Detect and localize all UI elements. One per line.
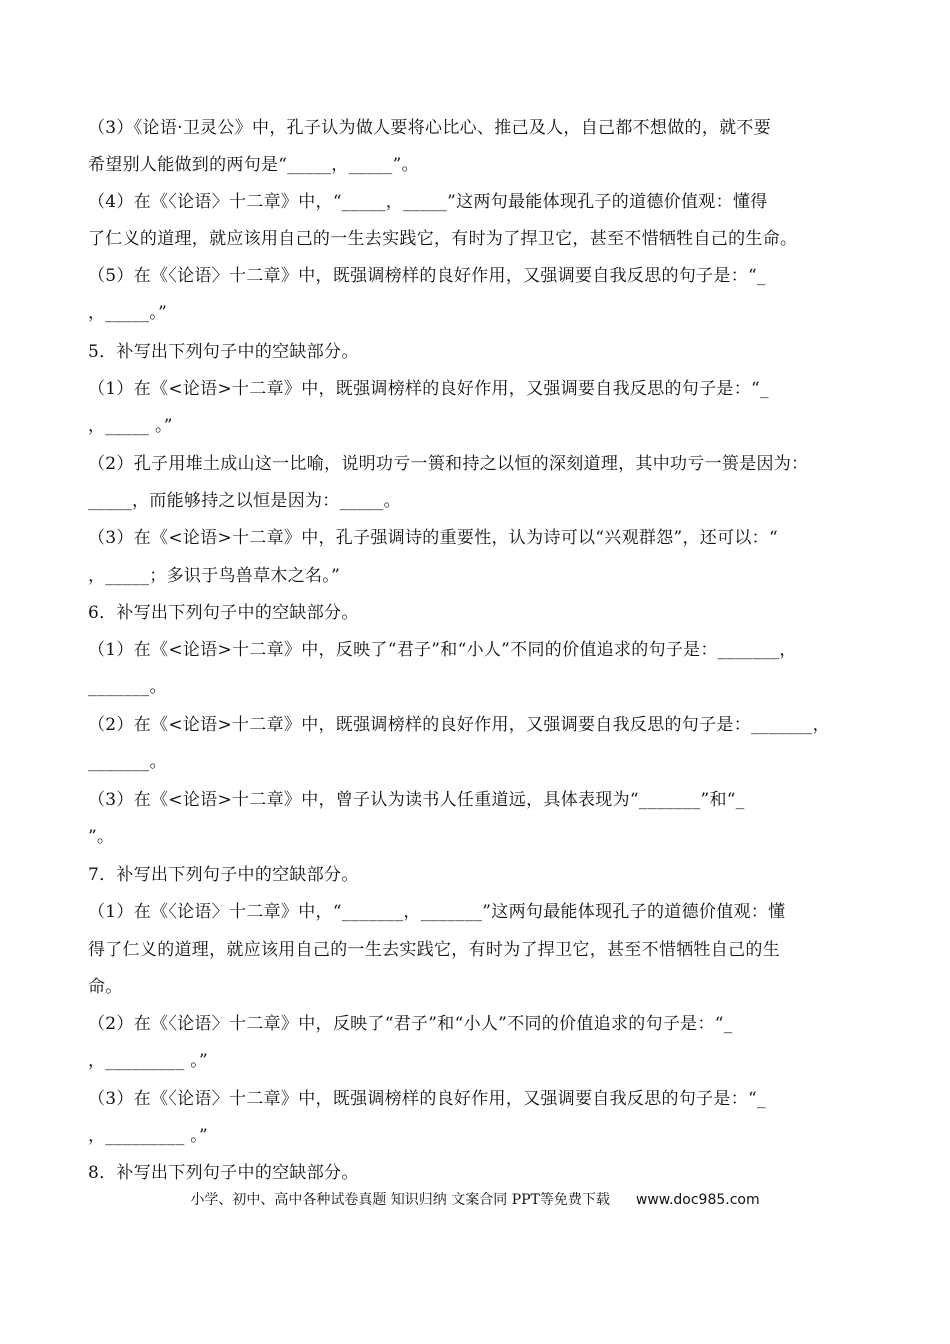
question-heading: 7．补写出下列句子中的空缺部分。 — [88, 865, 359, 885]
question-heading: 6．补写出下列句子中的空缺部分。 — [88, 603, 359, 623]
text-line: （1）在《〈论语〉十二章》中，“_______，_______”这两句最能体现孔子的道德价值观：懂 — [88, 902, 786, 922]
text-line: 得了仁义的道理，就应该用自己的一生去实践它，有时为了捍卫它，甚至不惜牺牲自己的生 — [88, 940, 780, 960]
text-line: 命。 — [88, 977, 123, 997]
text-line: ”。 — [88, 827, 115, 847]
text-line: 希望别人能做到的两句是“_____，_____”。 — [88, 155, 419, 175]
text-line: （2）在《<论语>十二章》中，既强调榜样的良好作用，又强调要自我反思的句子是：_______， — [88, 715, 830, 735]
text-line: 了仁义的道理，就应该用自己的一生去实践它，有时为了捍卫它，甚至不惜牺牲自己的生命。 — [88, 229, 798, 249]
text-line: （5）在《〈论语〉十二章》中，既强调榜样的良好作用，又强调要自我反思的句子是：“_ — [88, 266, 766, 286]
footer-text: 小学、初中、高中各种试卷真题 知识归纳 文案合同 PPT等免费下载 — [190, 1192, 610, 1208]
text-line: （1）在《<论语>十二章》中，反映了“君子”和“小人”不同的价值追求的句子是：_______， — [88, 640, 797, 660]
text-line: _____，而能够持之以恒是因为：_____。 — [88, 491, 401, 511]
text-line: （2）在《〈论语〉十二章》中，反映了“君子”和“小人”不同的价值追求的句子是：“_ — [88, 1014, 733, 1034]
text-line: ，_________ 。” — [88, 1126, 208, 1146]
text-line: （4）在《〈论语〉十二章》中，“_____，_____”这两句最能体现孔子的道德价值观：懂得 — [88, 192, 768, 212]
text-line: ，_____；多识于鸟兽草木之名。” — [88, 566, 341, 586]
text-line: ，_____。” — [88, 303, 168, 323]
text-line: （2）孔子用堆土成山这一比喻，说明功亏一篑和持之以恒的深刻道理，其中功亏一篑是因为： — [88, 454, 809, 474]
question-heading: 5．补写出下列句子中的空缺部分。 — [88, 342, 359, 362]
question-heading: 8．补写出下列句子中的空缺部分。 — [88, 1163, 359, 1183]
footer-link[interactable]: www.doc985.com — [635, 1192, 760, 1208]
text-line: ，_________ 。” — [88, 1051, 208, 1071]
text-line: ，_____ 。” — [88, 416, 173, 436]
text-line: _______。 — [88, 752, 167, 772]
text-line: _______。 — [88, 677, 167, 697]
text-line: （3）在《〈论语〉十二章》中，既强调榜样的良好作用，又强调要自我反思的句子是：“_ — [88, 1089, 766, 1109]
text-line: （3）《论语·卫灵公》中，孔子认为做人要将心比心、推己及人，自己都不想做的，就不要 — [88, 118, 772, 138]
page-footer — [0, 1190, 950, 1210]
text-line: （3）在《<论语>十二章》中，孔子强调诗的重要性，认为诗可以“兴观群怨”，还可以：“ — [88, 528, 778, 548]
text-line: （3）在《<论语>十二章》中，曾子认为读书人任重道远，具体表现为“_______”和“_ — [88, 790, 745, 810]
text-line: （1）在《<论语>十二章》中，既强调榜样的良好作用，又强调要自我反思的句子是：“_ — [88, 379, 769, 399]
